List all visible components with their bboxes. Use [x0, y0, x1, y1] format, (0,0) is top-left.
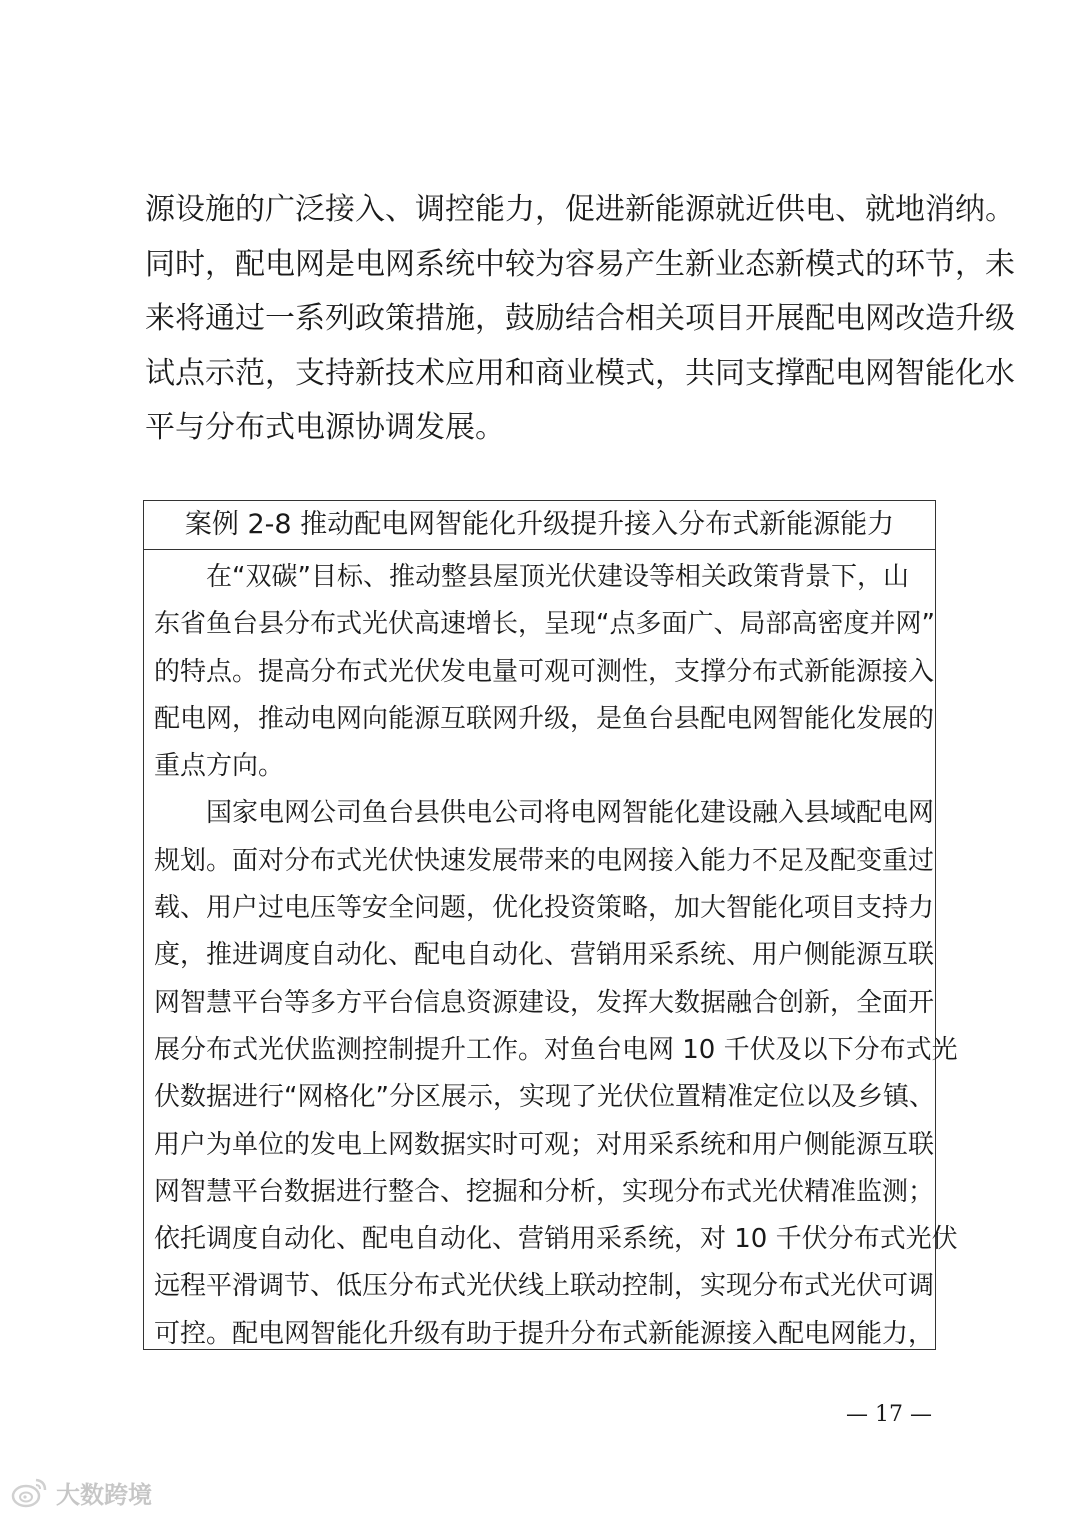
text-line: 在“双碳”目标、推动整县屋顶光伏建设等相关政策背景下，山 [206, 562, 909, 592]
case-study-box [143, 500, 958, 1350]
text-line: 重点方向。 [154, 751, 285, 782]
case-title: 案例 2-8 推动配电网智能化升级提升接入分布式新能源能力 [144, 501, 935, 550]
intro-paragraph [145, 183, 1015, 456]
text-line: 可控。配电网智能化升级有助于提升分布式新能源接入配电网能力， [154, 1318, 935, 1349]
watermark [10, 1472, 152, 1512]
text-line: 东省鱼台县分布式光伏高速增长，呈现“点多面广、局部高密度并网” [154, 609, 935, 640]
weibo-logo-icon [10, 1474, 50, 1510]
text-line: 网智慧平台等多方平台信息资源建设，发挥大数据融合创新，全面开 [154, 987, 935, 1018]
text-line: 国家电网公司鱼台县供电公司将电网智能化建设融入县域配电网 [206, 798, 935, 829]
text-line: 网智慧平台数据进行整合、挖掘和分析，实现分布式光伏精准监测； [154, 1176, 935, 1207]
text-line: 远程平滑调节、低压分布式光伏线上联动控制，实现分布式光伏可调 [154, 1271, 935, 1302]
text-line: 配电网，推动电网向能源互联网升级，是鱼台县配电网智能化发展的 [154, 703, 935, 734]
text-line: 的特点。提高分布式光伏发电量可观可测性，支撑分布式新能源接入 [154, 656, 935, 687]
page-number: — 17 — [846, 1402, 932, 1427]
text-line: 试点示范，支持新技术应用和商业模式，共同支撑配电网智能化水 [145, 355, 1015, 391]
text-line: 来将通过一系列政策措施，鼓励结合相关项目开展配电网改造升级 [145, 301, 1015, 336]
text-line: 度，推进调度自动化、配电自动化、营销用采系统、用户侧能源互联 [154, 940, 935, 971]
text-line: 展分布式光伏监测控制提升工作。对鱼台电网 10 千伏及以下分布式光 [154, 1034, 958, 1065]
case-body [144, 550, 958, 1358]
text-line: 用户为单位的发电上网数据实时可观；对用采系统和用户侧能源互联 [154, 1129, 935, 1160]
text-line: 依托调度自动化、配电自动化、营销用采系统，对 10 千伏分布式光伏 [154, 1224, 958, 1255]
text-line: 伏数据进行“网格化”分区展示，实现了光伏位置精准定位以及乡镇、 [154, 1082, 935, 1113]
text-line: 规划。面对分布式光伏快速发展带来的电网接入能力不足及配变重过 [154, 845, 935, 876]
watermark-text: 大数跨境 [56, 1480, 152, 1509]
text-line: 源设施的广泛接入、调控能力，促进新能源就近供电、就地消纳。 [145, 192, 1015, 227]
text-line: 同时，配电网是电网系统中较为容易产生新业态新模式的环节，未 [145, 246, 1015, 282]
text-line: 载、用户过电压等安全问题，优化投资策略，加大智能化项目支持力 [154, 893, 935, 924]
text-line: 平与分布式电源协调发展。 [145, 410, 505, 445]
